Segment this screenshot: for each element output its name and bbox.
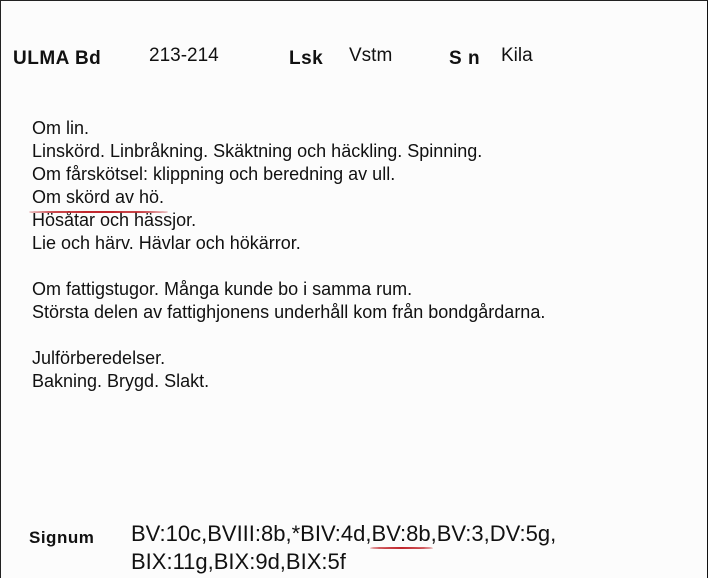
body-line: Bakning. Brygd. Slakt. [32, 371, 210, 391]
red-underline-mark: Om skörd av hö. [32, 187, 165, 207]
red-underline-mark: BV:8b [371, 521, 431, 546]
signum-line-2: BIX:11g,BIX:9d,BIX:5f [131, 549, 346, 574]
card-body [32, 117, 545, 393]
signum-codes [131, 520, 556, 576]
body-line: Om fattigstugor. Många kunde bo i samma rum. [32, 279, 413, 299]
body-line: Hösåtar och hässjor. [32, 210, 197, 230]
sn-value: Kila [501, 45, 533, 66]
lsk-label: Lsk [289, 48, 324, 69]
bd-value: 213-214 [149, 45, 219, 66]
lsk-value: Vstm [349, 45, 393, 66]
body-line-marked [32, 186, 545, 209]
body-line: Om fårskötsel: klippning och beredning av ull. [32, 164, 396, 184]
signum-line-1: BV:10c,BVIII:8b,*BIV:4d,BV:8b,BV:3,DV:5g, [131, 521, 557, 546]
body-line: Om lin. [32, 118, 90, 138]
body-line: Linskörd. Linbråkning. Skäktning och häckling. Spinning. [32, 141, 483, 161]
body-line: Lie och härv. Hävlar och hökärror. [32, 233, 301, 253]
signum-label: Signum [29, 528, 95, 547]
sn-label: S n [449, 48, 481, 69]
ulma-label: ULMA Bd [13, 48, 102, 69]
body-line: Största delen av fattighjonens underhåll kom från bondgårdarna. [32, 302, 546, 322]
body-line: Julförberedelser. [32, 348, 166, 368]
